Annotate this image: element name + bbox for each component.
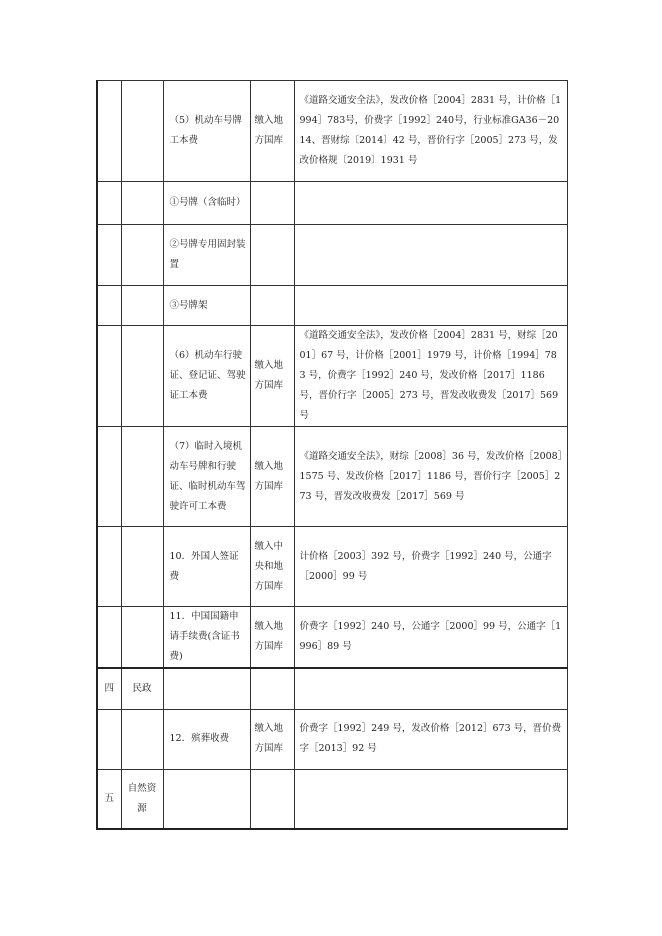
basis-cell: 《道路交通安全法》，发改价格［2004］2831 号，财综［2001］67 号，计价格［2001］1979 号，计价格［1994］783 号，价费字［1992］240 号，发改价格［2017］1186 号，晋价行字［2005］273 号，晋发改收费发［2017］569 号 — [294, 326, 567, 427]
category-cell — [121, 225, 163, 286]
table-row — [97, 81, 567, 182]
fee-item-cell: （7）临时入境机动车号牌和行驶证、临时机动车驾驶许可工本费 — [163, 427, 250, 527]
row-number — [97, 527, 121, 607]
fee-table — [96, 80, 568, 830]
fee-item-cell — [163, 668, 250, 709]
basis-cell: 计价格［2003］392 号，价费字［1992］240 号，公通字［2000］99 号 — [294, 527, 567, 607]
category-cell — [121, 527, 163, 607]
fee-item-cell: 11．中国国籍申请手续费(含证书费) — [163, 607, 250, 669]
row-number: 四 — [97, 668, 121, 709]
destination-cell — [250, 225, 294, 286]
table-row — [97, 286, 567, 326]
table-row — [97, 427, 567, 527]
destination-cell — [250, 769, 294, 829]
destination-cell — [250, 286, 294, 326]
fee-item-cell: ③号牌架 — [163, 286, 250, 326]
destination-cell — [250, 668, 294, 709]
fee-item-cell: （5）机动车号牌工本费 — [163, 81, 250, 182]
fee-item-cell — [163, 769, 250, 829]
category-cell — [121, 81, 163, 182]
fee-item-cell: 10．外国人签证费 — [163, 527, 250, 607]
category-cell: 民政 — [121, 668, 163, 709]
fee-item-cell: 12．殡葬收费 — [163, 709, 250, 769]
destination-cell: 缴入中央和地方国库 — [250, 527, 294, 607]
category-cell — [121, 709, 163, 769]
row-number — [97, 326, 121, 427]
table-row — [97, 225, 567, 286]
row-number — [97, 182, 121, 225]
basis-cell — [294, 286, 567, 326]
table-row — [97, 769, 567, 829]
basis-cell: 价费字［1992］240 号，公通字［2000］99 号，公通字［1996］89 号 — [294, 607, 567, 669]
category-cell — [121, 286, 163, 326]
row-number — [97, 607, 121, 669]
fee-item-cell: ①号牌（含临时） — [163, 182, 250, 225]
category-cell — [121, 326, 163, 427]
basis-cell — [294, 769, 567, 829]
destination-cell: 缴入地方国库 — [250, 427, 294, 527]
table-row — [97, 527, 567, 607]
destination-cell — [250, 182, 294, 225]
row-number — [97, 427, 121, 527]
basis-cell — [294, 668, 567, 709]
row-number: 五 — [97, 769, 121, 829]
fee-item-cell: ②号牌专用固封装置 — [163, 225, 250, 286]
basis-cell: 《道路交通安全法》，财综［2008］36 号，发改价格［2008］1575 号、发改价格［2017］1186 号，晋价行字［2005］273 号，晋发改收费发［2017］569 号 — [294, 427, 567, 527]
destination-cell: 缴入地方国库 — [250, 81, 294, 182]
basis-cell — [294, 182, 567, 225]
destination-cell: 缴入地方国库 — [250, 607, 294, 669]
destination-cell: 缴入地方国库 — [250, 709, 294, 769]
table-row — [97, 326, 567, 427]
category-cell — [121, 427, 163, 527]
row-number — [97, 225, 121, 286]
table-row — [97, 182, 567, 225]
fee-item-cell: （6）机动车行驶证、登记证、驾驶证工本费 — [163, 326, 250, 427]
category-cell — [121, 182, 163, 225]
row-number — [97, 709, 121, 769]
table-row — [97, 607, 567, 669]
table-row — [97, 709, 567, 769]
table-row — [97, 668, 567, 709]
basis-cell — [294, 225, 567, 286]
basis-cell: 《道路交通安全法》，发改价格［2004］2831 号，计价格［1994］783号，价费字［1992］240号，行业标准GA36－2014、晋财综〔2014〕42 号，晋价行字［2005］273 号，发改价格规〔2019〕1931 号 — [294, 81, 567, 182]
row-number — [97, 81, 121, 182]
category-cell — [121, 607, 163, 669]
destination-cell: 缴入地方国库 — [250, 326, 294, 427]
basis-cell: 价费字［1992］249 号，发改价格［2012］673 号，晋价费字［2013］92 号 — [294, 709, 567, 769]
category-cell: 自然资源 — [121, 769, 163, 829]
row-number — [97, 286, 121, 326]
